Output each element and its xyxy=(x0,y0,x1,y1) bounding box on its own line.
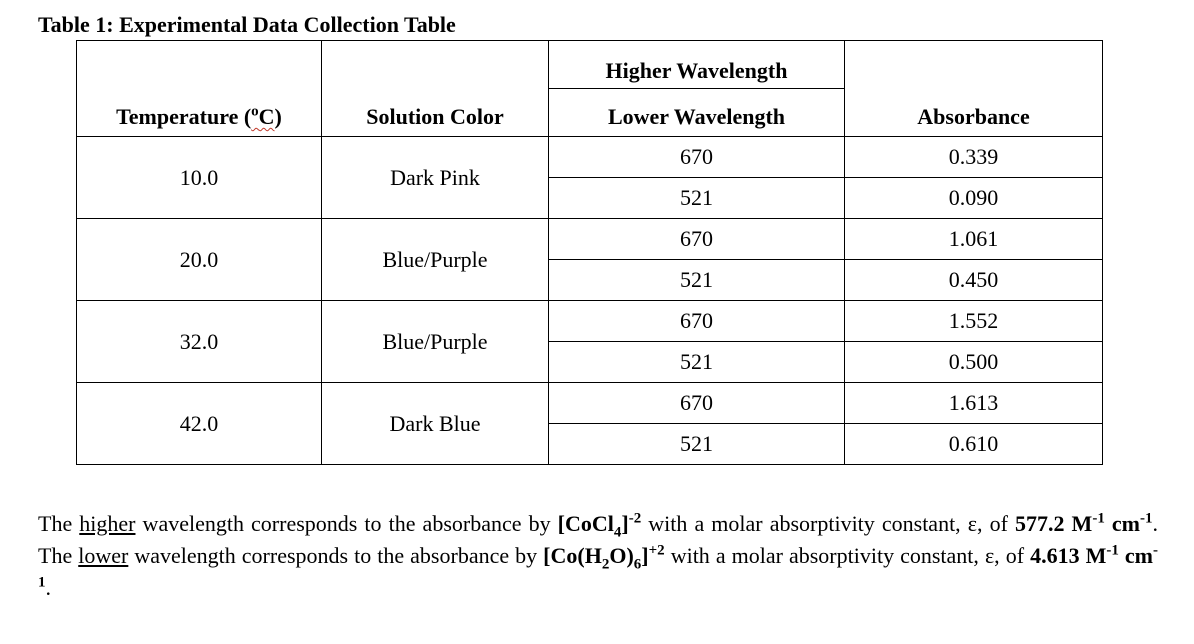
exponent: -1 xyxy=(1140,510,1153,527)
data-table-container xyxy=(76,40,1103,465)
header-lower-wavelength: Lower Wavelength xyxy=(549,89,845,137)
note-text: The xyxy=(38,511,80,536)
cell-absorbance-low: 0.610 xyxy=(845,424,1103,465)
cell-wavelength-low: 521 xyxy=(549,342,845,383)
formula-part: O) xyxy=(609,543,634,568)
header-temperature-unit xyxy=(251,104,274,129)
co-h2o6-formula xyxy=(543,542,665,573)
table-row xyxy=(77,219,1103,260)
cocl4-formula xyxy=(557,510,642,541)
exponent: -1 xyxy=(1106,542,1119,559)
note-text: wavelength corresponds to the absorbance by xyxy=(135,511,558,536)
formula-part: [CoCl xyxy=(557,511,614,536)
header-temperature-prefix: Temperature ( xyxy=(116,104,252,129)
cell-temperature: 20.0 xyxy=(77,219,322,301)
formula-subscript: 6 xyxy=(633,556,642,573)
cell-absorbance-low: 0.500 xyxy=(845,342,1103,383)
formula-charge: +2 xyxy=(648,542,665,559)
formula-part: ] xyxy=(641,543,649,568)
value-part: cm xyxy=(1118,543,1153,568)
cell-solution-color: Blue/Purple xyxy=(322,301,549,383)
cell-solution-color: Blue/Purple xyxy=(322,219,549,301)
note-text: . xyxy=(45,575,51,600)
cell-wavelength-high: 670 xyxy=(549,137,845,178)
note-lower-emphasis: lower xyxy=(78,543,129,568)
note-text: . The xyxy=(38,511,1158,568)
header-higher-wavelength: Higher Wavelength xyxy=(549,41,845,89)
header-temperature-suffix: ) xyxy=(274,104,282,129)
cell-temperature: 32.0 xyxy=(77,301,322,383)
cell-wavelength-high: 670 xyxy=(549,219,845,260)
note-text: with a molar absorptivity constant, ε, of xyxy=(641,511,1015,536)
table-title: Table 1: Experimental Data Collection Table xyxy=(38,12,456,37)
formula-subscript: 2 xyxy=(601,556,610,573)
formula-subscript: 4 xyxy=(613,524,622,541)
formula-charge: -2 xyxy=(628,510,642,527)
cell-wavelength-low: 521 xyxy=(549,178,845,219)
table-row xyxy=(77,137,1103,178)
exponent: -1 xyxy=(38,542,1158,591)
value-part: 4.613 M xyxy=(1030,543,1107,568)
exponent: -1 xyxy=(1092,510,1105,527)
cell-absorbance-high: 0.339 xyxy=(845,137,1103,178)
celsius-letter: C xyxy=(258,104,275,129)
cell-temperature: 42.0 xyxy=(77,383,322,465)
value-part: cm xyxy=(1104,511,1140,536)
table-row xyxy=(77,383,1103,424)
explanatory-note xyxy=(38,508,1158,604)
cell-absorbance-high: 1.613 xyxy=(845,383,1103,424)
note-text: wavelength corresponds to the absorbance by xyxy=(128,543,544,568)
cell-solution-color: Dark Pink xyxy=(322,137,549,219)
note-higher-emphasis: higher xyxy=(79,511,136,536)
cell-wavelength-low: 521 xyxy=(549,260,845,301)
degree-symbol: o xyxy=(251,103,259,120)
value-part: 577.2 M xyxy=(1014,511,1093,536)
epsilon-value-1 xyxy=(1015,511,1153,536)
cell-wavelength-high: 670 xyxy=(549,301,845,342)
cell-absorbance-high: 1.552 xyxy=(845,301,1103,342)
cell-absorbance-high: 1.061 xyxy=(845,219,1103,260)
note-text: with a molar absorptivity constant, ε, of xyxy=(664,543,1031,568)
header-solution-color: Solution Color xyxy=(322,41,549,137)
cell-temperature: 10.0 xyxy=(77,137,322,219)
cell-wavelength-low: 521 xyxy=(549,424,845,465)
header-absorbance: Absorbance xyxy=(845,41,1103,137)
formula-part: ] xyxy=(621,511,629,536)
formula-part: [Co(H xyxy=(543,543,602,568)
data-table xyxy=(76,40,1103,465)
cell-absorbance-low: 0.090 xyxy=(845,178,1103,219)
cell-wavelength-high: 670 xyxy=(549,383,845,424)
cell-solution-color: Dark Blue xyxy=(322,383,549,465)
header-temperature xyxy=(77,41,322,137)
cell-absorbance-low: 0.450 xyxy=(845,260,1103,301)
table-row xyxy=(77,301,1103,342)
